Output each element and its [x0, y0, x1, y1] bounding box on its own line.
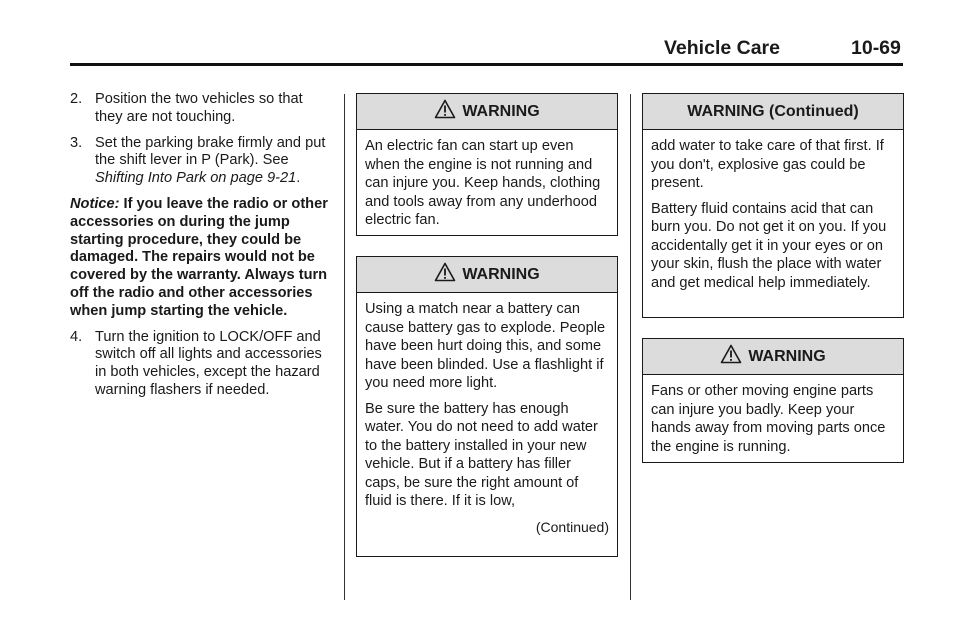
warning-paragraph: Using a match near a battery can cause battery gas to explode. People have been hurt doing this, and some have been blinded. Use a flashlight if you need more light.	[365, 301, 606, 391]
header-rule	[70, 63, 903, 66]
warning-title: WARNING (Continued)	[687, 103, 859, 120]
left-column	[70, 91, 334, 408]
notice-label: Notice:	[70, 195, 120, 212]
step-4	[70, 329, 334, 400]
step-text: Turn the ignition to LOCK/OFF and switch off all lights and accessories in both vehicles, except the hazard warning flashers if needed.	[95, 328, 322, 398]
step-number: 3.	[70, 134, 83, 151]
warning-body	[357, 293, 617, 542]
warning-box-continued	[642, 93, 904, 318]
notice-text: If you leave the radio or other accessories on during the jump starting procedure, they could be damaged. The repairs would not be covered by the warranty. Always turn off the radio and other accessories when jump starting the vehicle.	[70, 195, 328, 319]
warning-title: WARNING	[462, 103, 540, 120]
step-3	[70, 135, 334, 188]
step-text: Set the parking brake firmly and put the shift lever in P (Park). See	[95, 134, 326, 169]
step-2	[70, 91, 334, 127]
page-number: 10-69	[851, 37, 901, 59]
warning-triangle-icon	[434, 99, 456, 119]
warning-body	[643, 375, 903, 462]
step-end: .	[296, 170, 301, 187]
step-number: 4.	[70, 328, 83, 345]
section-title: Vehicle Care	[664, 37, 780, 59]
warning-title: WARNING	[748, 348, 826, 365]
warning-box-moving-parts	[642, 338, 904, 463]
warning-title: WARNING	[462, 266, 540, 283]
warning-box-fan	[356, 93, 618, 236]
warning-body	[643, 130, 903, 298]
cross-reference: Shifting Into Park on page 9-21	[95, 170, 297, 187]
warning-triangle-icon	[434, 262, 456, 282]
warning-header	[643, 94, 903, 130]
warning-box-battery	[356, 256, 618, 557]
warning-header	[357, 257, 617, 293]
warning-paragraph: Be sure the battery has enough water. You do not need to add water to the battery installed in your new vehicle. But if a battery has filler caps, be sure the right amount of fluid is there. If it is low,	[365, 400, 598, 509]
continued-label: (Continued)	[535, 518, 609, 535]
warning-triangle-icon	[720, 344, 742, 364]
warning-paragraph: Battery fluid contains acid that can burn you. Do not get it on you. If you accidentally get it in your eyes or on your skin, flush the place with water and get medical help immediately.	[651, 200, 887, 291]
warning-text: Fans or other moving engine parts can injure you badly. Keep your hands away from moving parts once the engine is running.	[651, 383, 886, 455]
column-divider-left	[344, 94, 345, 600]
warning-body	[357, 130, 617, 236]
warning-text: An electric fan can start up even when the engine is not running and can injure you. Keep hands, clothing and tools away from any underhood electric fan.	[365, 138, 601, 228]
notice	[70, 196, 334, 321]
warning-header	[643, 339, 903, 375]
column-divider-right	[630, 94, 631, 600]
warning-paragraph: add water to take care of that first. If you don't, explosive gas could be present.	[651, 138, 884, 191]
step-text: Position the two vehicles so that they are not touching.	[95, 91, 303, 125]
warning-header	[357, 94, 617, 130]
step-number: 2.	[70, 91, 83, 107]
